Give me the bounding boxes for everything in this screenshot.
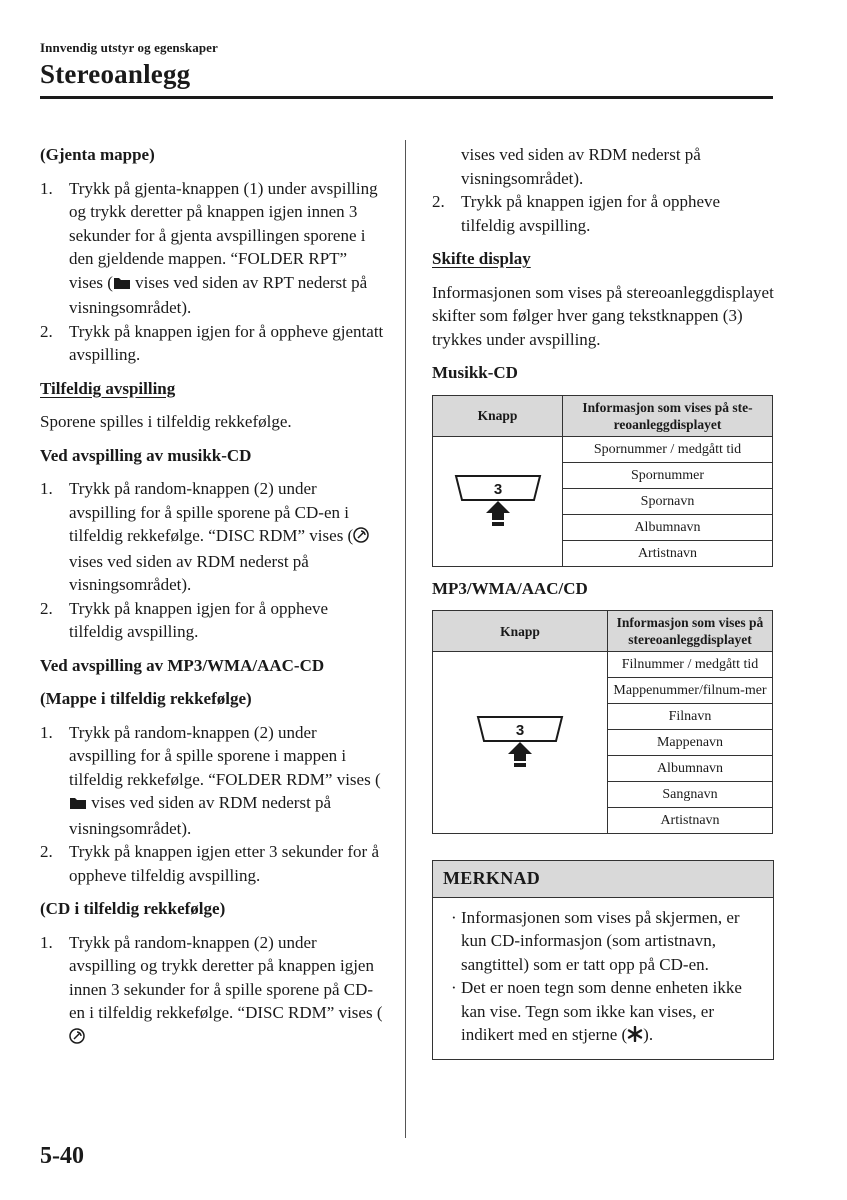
- button-cell: [433, 436, 563, 566]
- page-number: 5-40: [40, 1143, 84, 1169]
- table-row: Filnummer / medgått tid: [608, 652, 773, 678]
- music-cd-heading: Ved avspilling av musikk-CD: [40, 445, 252, 465]
- table-row: Artistnavn: [608, 808, 773, 834]
- note-title: MERKNAD: [433, 861, 773, 898]
- table-row: Artistnavn: [563, 540, 773, 566]
- mp3-heading: Ved avspilling av MP3/WMA/AAC-CD: [40, 655, 325, 675]
- music-cd-step-2: 2. Trykk på knappen igjen for å oppheve tilfeldig avspilling.: [40, 598, 329, 641]
- asterisk-icon: [627, 1025, 643, 1049]
- cd-random-step-1-cont: vises ved siden av RDM nederst på visningsområdet).: [461, 145, 701, 188]
- table-row: Spornummer / medgått tid: [563, 436, 773, 462]
- table-row: Mappenavn: [608, 730, 773, 756]
- random-intro: Sporene spilles i tilfeldig rekkefølge.: [40, 412, 292, 431]
- music-cd-step-1: 1. Trykk på random-knappen (2) under avspilling for å spille sporene på CD-en i tilfeldig rekkefølge. “DISC RDM” vises ( vises ved siden av RDM nederst på visningsområdet).: [40, 477, 385, 597]
- button-number-label: 3: [493, 480, 502, 498]
- folder-icon: [113, 273, 131, 297]
- text-button-icon: [448, 468, 548, 530]
- folder-random-heading: (Mappe i tilfeldig rekkefølge): [40, 689, 252, 708]
- button-cell: [433, 652, 608, 834]
- disc-icon: [353, 526, 369, 550]
- column-divider: [405, 140, 406, 1138]
- table-row: Mappenummer/filnum-mer: [608, 678, 773, 704]
- table-row: Spornavn: [563, 488, 773, 514]
- page-header: [40, 40, 773, 90]
- folder-repeat-step-1: 1. Trykk på gjenta-knappen (1) under avspilling og trykk deretter på knappen igjen innen 3 sekunder for å gjenta avspillingen sporene i den gjeldende mappen. “FOLDER RPT” vises ( vises ved siden av RPT nederst på visningsområdet).: [40, 178, 378, 317]
- music-cd-label: Musikk-CD: [432, 363, 518, 382]
- table-header-button: Knapp: [433, 611, 608, 652]
- button-number-label: 3: [515, 722, 525, 739]
- folder-random-step-1: 1. Trykk på random-knappen (2) under avspilling for å spille sporene i mappen i tilfeldig rekkefølge. “FOLDER RDM” vises ( vises ved siden av RDM nederst på visningsområdet).: [40, 722, 381, 838]
- title-rule: [40, 96, 773, 99]
- table-row: Albumnavn: [563, 514, 773, 540]
- folder-repeat-step-2: 2. Trykk på knappen igjen for å oppheve gjentatt avspilling.: [40, 321, 384, 364]
- table-header-info: Informasjon som vises på ste-reoanleggdisplayet: [563, 395, 773, 436]
- note-body: [433, 898, 773, 1059]
- table-header-button: Knapp: [433, 395, 563, 436]
- note-item: · Det er noen tegn som denne enheten ikke kan vise. Tegn som ikke kan vises, er indikert med en stjerne ( ).: [451, 976, 759, 1049]
- note-item: · Informasjonen som vises på skjermen, er kun CD-informasjon (som artistnavn, sangtittel) som er tatt opp på CD-en.: [451, 907, 740, 974]
- mp3-table: [432, 610, 773, 834]
- disc-icon: [69, 1027, 85, 1051]
- table-row: Filnavn: [608, 704, 773, 730]
- section-label: Innvendig utstyr og egenskaper: [40, 40, 218, 55]
- display-heading: Skifte display: [432, 249, 531, 268]
- table-row: Albumnavn: [608, 756, 773, 782]
- display-intro: Informasjonen som vises på stereoanleggdisplayet skifter som følger hver gang tekstknappen (3) trykkes under avspilling.: [432, 282, 774, 349]
- text-button-icon: [470, 709, 570, 771]
- folder-random-step-2: 2. Trykk på knappen igjen etter 3 sekunder for å oppheve tilfeldig avspilling.: [40, 842, 380, 885]
- folder-icon: [69, 793, 87, 817]
- cd-random-heading: (CD i tilfeldig rekkefølge): [40, 899, 226, 918]
- random-heading: Tilfeldig avspilling: [40, 378, 176, 398]
- table-row: Sangnavn: [608, 782, 773, 808]
- music-cd-table: [432, 395, 773, 567]
- cd-random-step-2: 2. Trykk på knappen igjen for å oppheve tilfeldig avspilling.: [432, 192, 721, 235]
- note-box: [432, 860, 774, 1060]
- right-column: [432, 143, 774, 1060]
- cd-random-step-1: 1. Trykk på random-knappen (2) under avspilling og trykk deretter på knappen igjen innen 3 sekunder for å spille sporene på CD-en i tilfeldig rekkefølge. “DISC RDM” vises (: [40, 931, 385, 1051]
- folder-repeat-heading: (Gjenta mappe): [40, 145, 155, 164]
- mp3-label: MP3/WMA/AAC/CD: [432, 578, 588, 598]
- left-column: [40, 143, 385, 1050]
- table-header-info: Informasjon som vises på stereoanleggdisplayet: [608, 611, 773, 652]
- table-row: Spornummer: [563, 462, 773, 488]
- page-title: Stereoanlegg: [40, 59, 191, 89]
